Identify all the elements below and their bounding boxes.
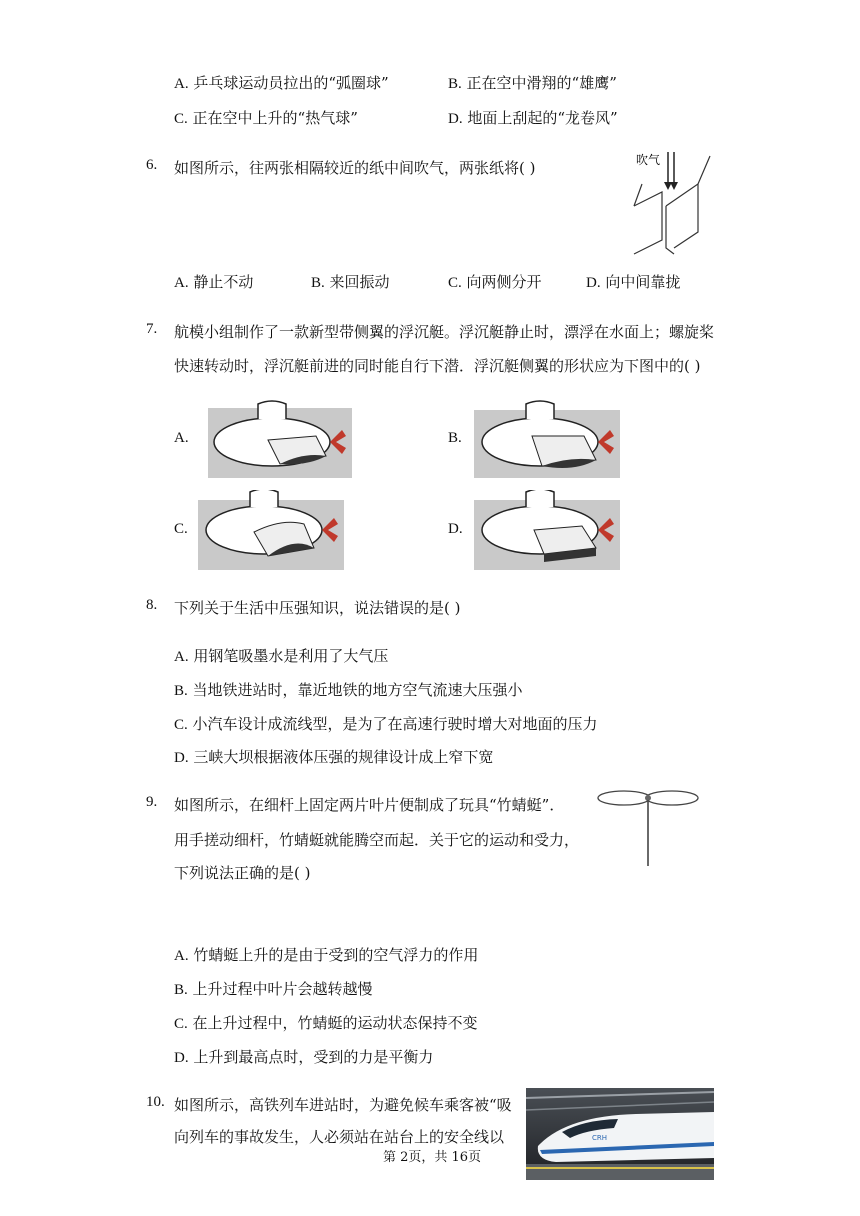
option-letter: D.	[448, 111, 463, 127]
q10-stem-line1: 如图所示，高铁列车进站时，为避免候车乘客被“吸	[174, 1096, 512, 1114]
q6-stem: 如图所示，往两张相隔较近的纸中间吹气，两张纸将( )	[174, 159, 536, 177]
q7-option-b-letter: B.	[448, 430, 462, 446]
q10-stem-line2: 向列车的事故发生，人必须站在站台上的安全线以	[174, 1128, 505, 1146]
q8-option-c	[174, 713, 598, 734]
q8-option-a	[174, 645, 388, 666]
train-logo: CRH	[592, 1134, 608, 1142]
submarine-option-c-figure	[198, 490, 344, 570]
option-text: 上升过程中叶片会越转越慢	[192, 980, 373, 998]
q7-option-a-letter: A.	[174, 430, 189, 446]
option-text: 小汽车设计成流线型，是为了在高速行驶时增大对地面的压力	[192, 715, 598, 733]
q8-number: 8.	[146, 597, 158, 613]
option-letter: A.	[174, 76, 189, 92]
option-letter: A.	[174, 275, 189, 291]
q10-number: 10.	[146, 1094, 165, 1110]
q8-stem: 下列关于生活中压强知识，说法错误的是( )	[174, 599, 461, 617]
q9-option-a	[174, 944, 478, 965]
paper-blowing-figure	[628, 148, 714, 258]
option-letter: C.	[174, 717, 188, 733]
q6-option-a	[174, 271, 253, 292]
q8-option-d	[174, 746, 493, 767]
option-letter: C.	[174, 111, 188, 127]
option-text: 用钢笔吸墨水是利用了大气压	[193, 647, 389, 665]
q9-stem-line2: 用手搓动细杆，竹蜻蜓就能腾空而起．关于它的运动和受力，	[174, 831, 580, 849]
q7-number: 7.	[146, 321, 158, 337]
q6-number: 6.	[146, 157, 158, 173]
option-text: 正在空中滑翔的“雄鹰”	[466, 74, 617, 92]
option-letter: D.	[174, 1050, 189, 1066]
q5-option-d	[448, 107, 618, 128]
q5-option-c	[174, 107, 358, 128]
option-letter: A.	[174, 649, 189, 665]
q9-option-c	[174, 1012, 478, 1033]
submarine-option-d-figure	[474, 490, 620, 570]
q5-option-a	[174, 72, 389, 93]
option-letter: B.	[174, 683, 188, 699]
submarine-option-a-figure	[208, 400, 352, 478]
q9-option-d	[174, 1046, 433, 1067]
option-text: 在上升过程中，竹蜻蜓的运动状态保持不变	[192, 1014, 478, 1032]
q7-stem-line1: 航模小组制作了一款新型带侧翼的浮沉艇。浮沉艇静止时，漂浮在水面上；螺旋桨	[174, 323, 715, 341]
option-letter: C.	[174, 1016, 188, 1032]
option-text: 向中间靠拢	[605, 273, 681, 291]
q6-option-d	[586, 271, 680, 292]
option-text: 地面上刮起的“龙卷风”	[467, 109, 618, 127]
page-footer: 第 2页，共 16页	[383, 1150, 482, 1165]
q9-number: 9.	[146, 794, 158, 810]
option-text: 乒乓球运动员拉出的“弧圈球”	[193, 74, 389, 92]
option-letter: B.	[311, 275, 325, 291]
submarine-option-b-figure	[474, 400, 620, 478]
option-text: 静止不动	[193, 273, 254, 291]
q9-stem-line1: 如图所示，在细杆上固定两片叶片便制成了玩具“竹蜻蜓”．	[174, 796, 565, 814]
option-text: 正在空中上升的“热气球”	[192, 109, 358, 127]
q6-option-b	[311, 271, 390, 292]
blow-label: 吹气	[636, 153, 661, 167]
option-text: 来回振动	[329, 273, 390, 291]
option-text: 当地铁进站时，靠近地铁的地方空气流速大压强小	[192, 681, 523, 699]
q9-stem-line3: 下列说法正确的是( )	[174, 864, 311, 882]
option-text: 竹蜻蜓上升的是由于受到的空气浮力的作用	[193, 946, 479, 964]
q7-option-c-letter: C.	[174, 521, 188, 537]
option-letter: A.	[174, 948, 189, 964]
bamboo-dragonfly-figure	[596, 786, 700, 868]
high-speed-train-photo	[526, 1088, 714, 1180]
q7-stem-line2: 快速转动时，浮沉艇前进的同时能自行下潜．浮沉艇侧翼的形状应为下图中的( )	[174, 357, 701, 375]
q8-option-b	[174, 679, 523, 700]
option-letter: B.	[174, 982, 188, 998]
option-letter: D.	[174, 750, 189, 766]
q6-option-c	[448, 271, 542, 292]
option-letter: D.	[586, 275, 601, 291]
q5-option-b	[448, 72, 617, 93]
q9-option-b	[174, 978, 373, 999]
option-text: 三峡大坝根据液体压强的规律设计成上窄下宽	[193, 748, 494, 766]
option-letter: B.	[448, 76, 462, 92]
option-text: 上升到最高点时，受到的力是平衡力	[193, 1048, 434, 1066]
option-letter: C.	[448, 275, 462, 291]
option-text: 向两侧分开	[466, 273, 542, 291]
q7-option-d-letter: D.	[448, 521, 463, 537]
